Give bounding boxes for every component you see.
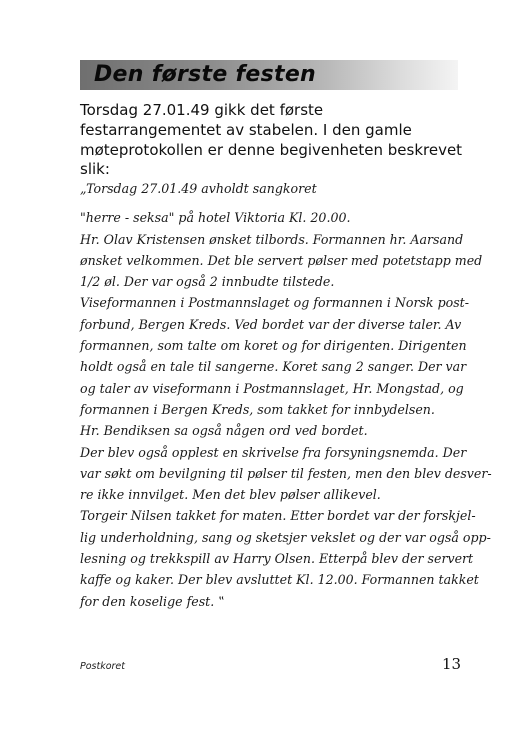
minutes-line: og taler av viseformann i Postmannslaget, Hr. Mongstad, og: [80, 380, 464, 396]
minutes-line: formannen, som talte om koret og for dirigenten. Dirigenten: [80, 338, 467, 354]
minutes-line: for den koselige fest. ‟: [80, 593, 225, 609]
minutes-line: formannen i Bergen Kreds, som takket for innbydelsen.: [80, 401, 435, 417]
minutes-line: "herre - seksa" på hotel Viktoria Kl. 20.00.: [80, 210, 351, 226]
footer-publication-label: Postkoret: [80, 661, 126, 672]
minutes-line: lig underholdning, sang og sketsjer vekslet og der var også opp-: [80, 529, 491, 545]
minutes-line: lesning og trekkspill av Harry Olsen. Etterpå blev der servert: [80, 551, 474, 567]
minutes-quote: [80, 178, 492, 612]
minutes-line: Viseformannen i Postmannslaget og formannen i Norsk post-: [80, 295, 469, 311]
minutes-line: Torgeir Nilsen takket for maten. Etter bordet var der forskjel-: [80, 508, 476, 524]
page-title: Den første festen: [94, 62, 317, 87]
minutes-line: holdt også en tale til sangerne. Koret sang 2 sanger. Der var: [80, 359, 467, 375]
minutes-line: re ikke innvilget. Men det blev pølser allikevel.: [80, 487, 381, 503]
minutes-line: 1/2 øl. Der var også 2 innbudte tilstede.: [80, 274, 335, 290]
minutes-line: forbund, Bergen Kreds. Ved bordet var der diverse taler. Av: [80, 316, 462, 332]
minutes-line: var søkt om bevilgning til pølser til festen, men den blev desver-: [80, 465, 492, 481]
minutes-line: Hr. Olav Kristensen ønsket tilbords. Formannen hr. Aarsand: [80, 231, 464, 247]
page-number: 13: [442, 655, 462, 673]
minutes-line: Hr. Bendiksen sa også någen ord ved bordet.: [80, 423, 368, 439]
minutes-line: „Torsdag 27.01.49 avholdt sangkoret: [80, 181, 317, 196]
minutes-line: ønsket velkommen. Det ble servert pølser med potetstapp med: [80, 252, 483, 268]
minutes-line: Der blev også opplest en skrivelse fra forsyningsnemda. Der: [80, 444, 467, 460]
minutes-line: kaffe og kaker. Der blev avsluttet Kl. 12.00. Formannen takket: [80, 572, 479, 588]
intro-paragraph: Torsdag 27.01.49 gikk det første festarrangementet av stabelen. I den gamle møteprotokollen er denne begivenheten beskrevet slik:: [80, 101, 463, 179]
